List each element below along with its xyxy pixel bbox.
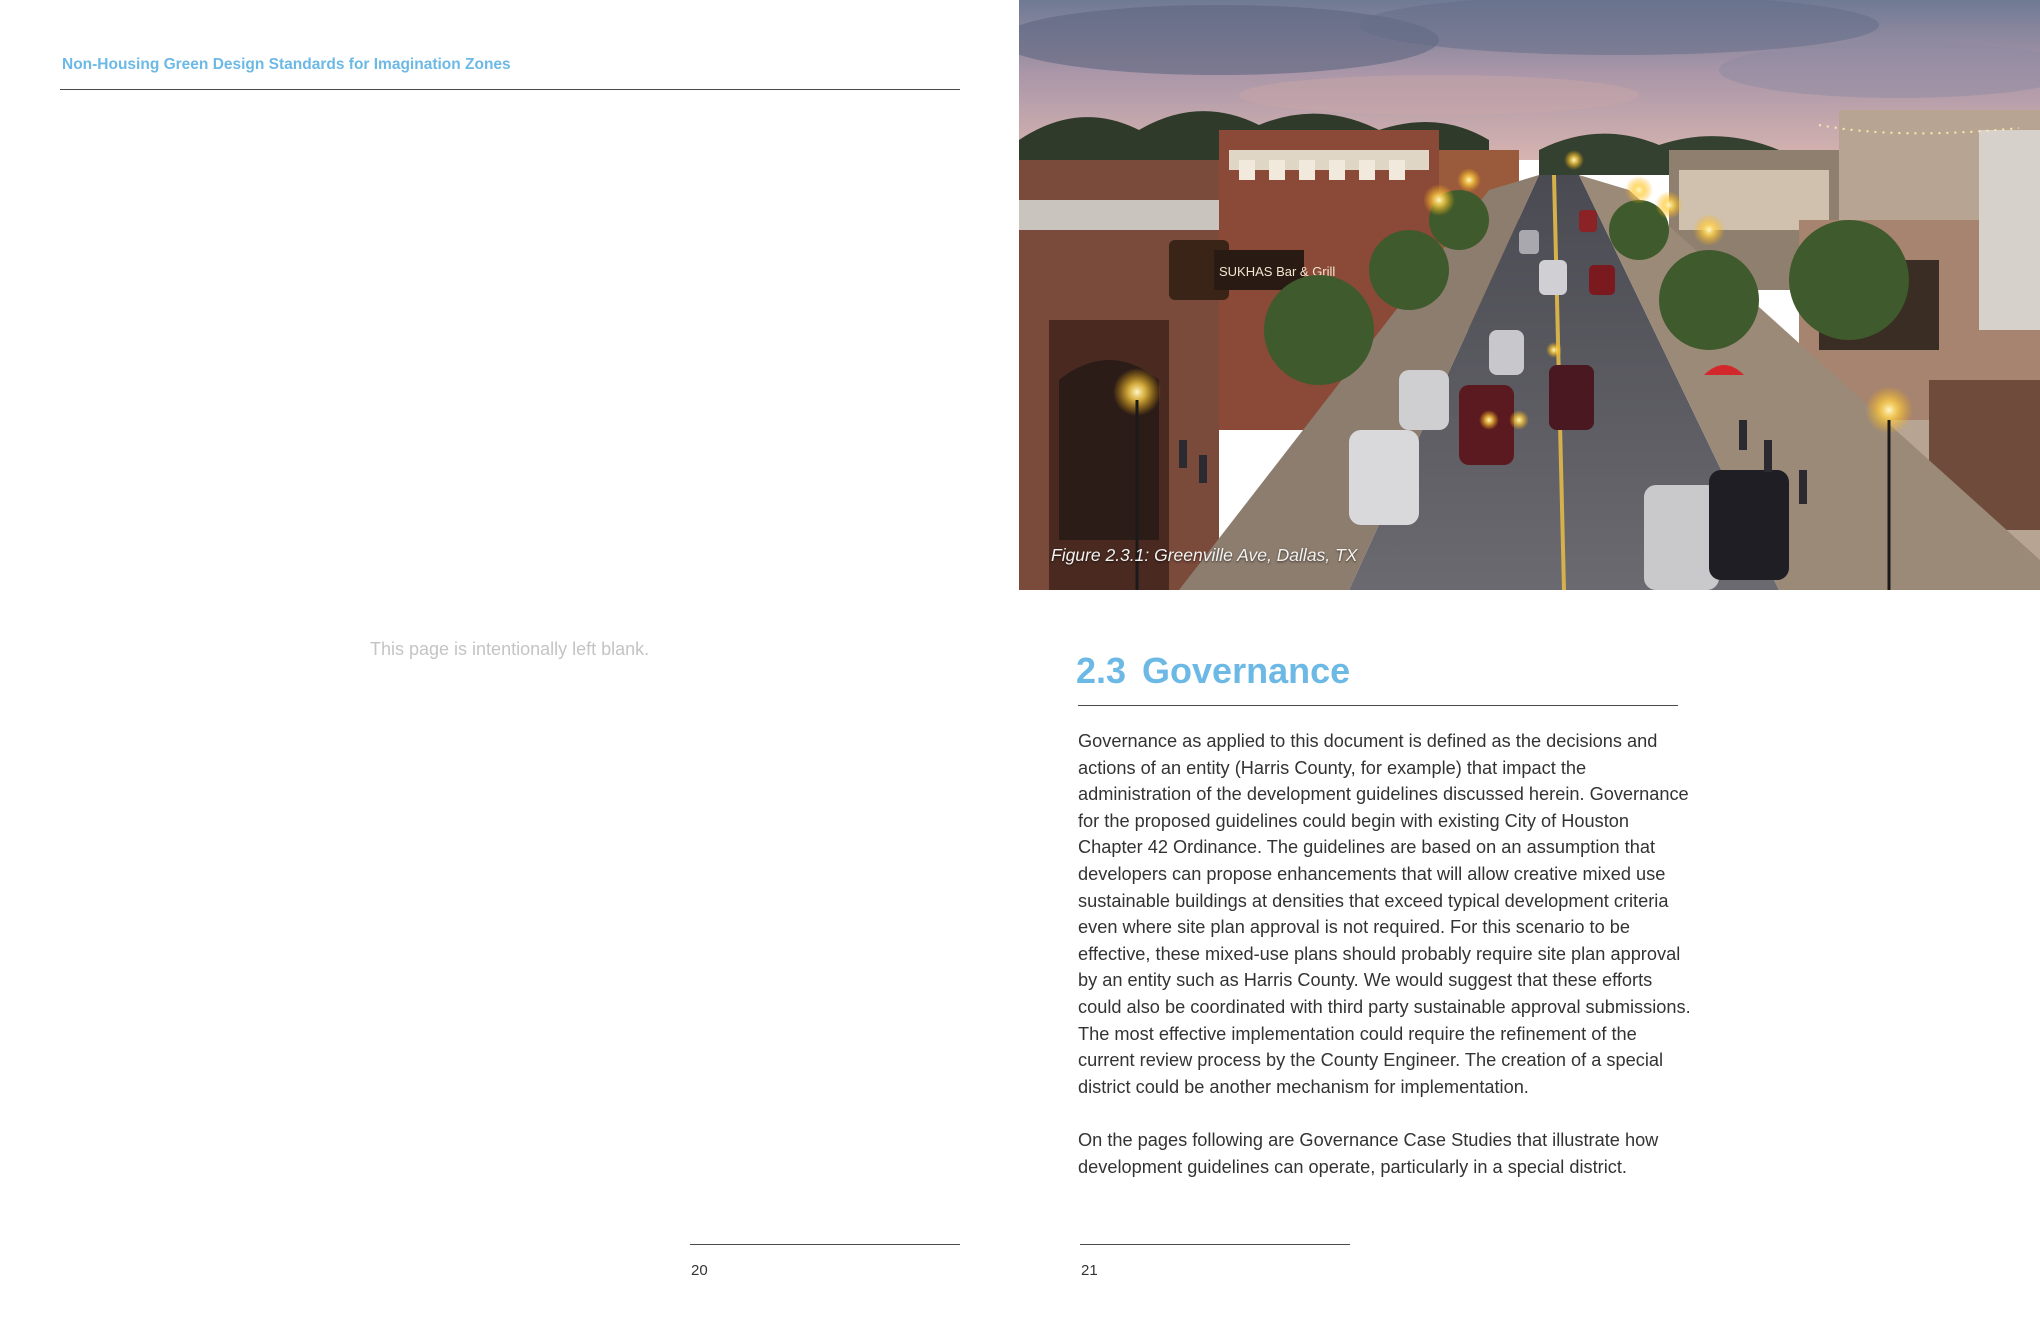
section-title: Governance [1142,650,1351,691]
body-text [1078,728,1698,1207]
paragraph: On the pages following are Governance Case Studies that illustrate how development guidelines can operate, particularly in a special district. [1078,1129,1659,1177]
folio-rule-left [690,1244,960,1245]
page-number-right: 21 [1081,1262,1098,1279]
section-rule [1078,705,1678,706]
blank-page-note: This page is intentionally left blank. [370,639,650,659]
header-rule [60,89,960,90]
street-photo-illustration [1019,0,2040,590]
figure-photo [1019,0,2040,590]
running-header: Non-Housing Green Design Standards for Imagination Zones [62,56,511,73]
section-heading [1076,650,1350,692]
folio-rule-right [1080,1244,1350,1245]
figure-caption: Figure 2.3.1: Greenville Ave, Dallas, TX [1051,545,1358,565]
section-number: 2.3 [1076,650,1127,691]
page-number-left: 20 [691,1262,708,1279]
storefront-sign: SUKHAS Bar & Grill [1219,264,1336,279]
paragraph: Governance as applied to this document is defined as the decisions and actions of an entity (Harris County, for example) that impact the administration of the development guidelines discussed herein. Governance for the proposed guidelines could begin with existing City of Houston Chapter 42 Ordinance. The guidelines are based on an assumption that developers can propose enhancements that will allow creative mixed use sustainable buildings at densities that exceed typical development criteria even where site plan approval is not required. For this scenario to be effective, these mixed-use plans should probably require site plan approval by an entity such as Harris County. We would suggest that these efforts could also be coordinated with third party sustainable approval submissions. The most effective implementation could require the refinement of the current review process by the County Engineer. The creation of a special district could be another mechanism for implementation. [1078,731,1691,1097]
